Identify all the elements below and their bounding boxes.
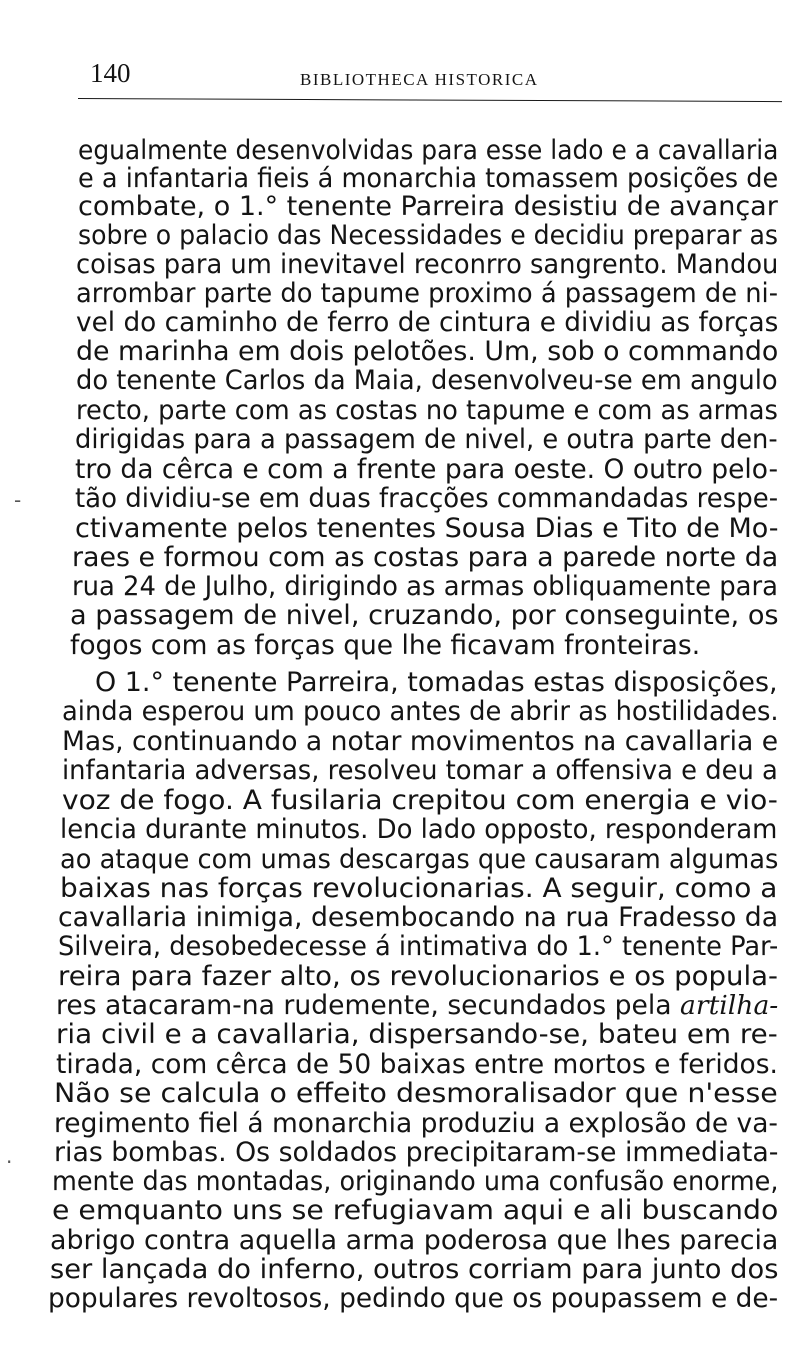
text-line: ria civil e a cavallaria, dispersando-se, bateu em re- [56,1019,778,1050]
text-line: rua 24 de Julho, dirigindo as armas obliquamente para [72,571,778,602]
text-line: coisas para um inevitavel reconrro sangrento. Mandou [76,249,779,280]
text-line: Mas, continuando a notar movimentos na cavallaria e [62,726,779,757]
margin-mark: · [6,1150,13,1174]
text-line: rias bombas. Os soldados precipitaram-se immediata- [54,1137,779,1168]
text-line: ser lançada do inferno, outros corriam para junto dos [50,1254,779,1285]
text-line: baixas nas forças revolucionarias. A seguir, como a [60,873,778,904]
margin-mark: - [14,488,22,512]
page-number: 140 [90,58,131,88]
text-line: e emquanto uns se refugiavam aqui e ali buscando [52,1195,779,1226]
text-line: cavallaria inimiga, desembocando na rua Fradesso da [58,902,779,933]
text-line: do tenente Carlos da Maia, desenvolveu-se em angulo [76,365,778,396]
running-title: BIBLIOTHECA HISTORICA [300,70,539,89]
text-line: combate, o 1.° tenente Parreira desistiu de avançar [78,191,778,222]
text-line: dirigidas para a passagem de nivel, e outra parte den- [75,424,778,455]
text-line: voz de fogo. A fusilaria crepitou com energia e vio- [62,785,778,816]
text-line: infantaria adversas, resolveu tomar a offensiva e deu a [62,755,778,786]
text-line: regimento fiel á monarchia produziu a explosão de va- [54,1108,778,1139]
text-line: reira para fazer alto, os revolucionarios e os popula- [58,961,778,992]
text-line: ctivamente pelos tenentes Sousa Dias e Tito de Mo- [75,513,779,544]
text-line: res atacaram-na rudemente, secundados pela artilha- [56,990,779,1021]
text-line: de marinha em dois pelotões. Um, sob o commando [76,336,779,367]
header-rule [78,98,782,102]
text-line: recto, parte com as costas no tapume e com as armas [76,395,778,426]
text-line: tirada, com cêrca de 50 baixas entre mortos e feridos. [56,1049,778,1080]
text-line: egualmente desenvolvidas para esse lado e a cavallaria [78,135,779,166]
text-line: ainda esperou um pouco antes de abrir as hostilidades. [62,696,779,727]
text-line: abrigo contra aquella arma poderosa que lhes parecia [50,1225,779,1256]
text-line: vel do caminho de ferro de cintura e dividiu as forças [76,307,779,338]
text-line: e a infantaria fieis á monarchia tomassem posições de [78,163,779,194]
text-line: mente das montadas, originando uma confusão enorme, [52,1166,779,1197]
text-line: fogos com as forças que lhe ficavam fronteiras. [70,630,701,661]
text-line: raes e formou com as costas para a parede norte da [72,542,779,573]
text-line: tro da cêrca e com a frente para oeste. O outro pelo- [75,454,779,485]
text-line: a passagem de nivel, cruzando, por conseguinte, os [70,600,779,631]
text-line: Silveira, desobedecesse á intimativa do 1.° tenente Par- [58,931,779,962]
page-header [0,0,800,110]
text-line: sobre o palacio das Necessidades e decidiu preparar as [78,220,779,251]
text-line: ao ataque com umas descargas que causaram algumas [60,844,779,875]
text-line: lencia durante minutos. Do lado opposto, responderam [60,814,778,845]
italic-term: artilha- [680,990,779,1021]
text-line: populares revoltosos, pedindo que os poupassem e de- [48,1283,779,1314]
text-line: O 1.° tenente Parreira, tomadas estas disposições, [95,667,778,698]
text-line: Não se calcula o effeito desmoralisador que n'esse [54,1078,778,1109]
text-line: tão dividiu-se em duas fracções commandadas respe- [75,483,779,514]
text-line: arrombar parte do tapume proximo á passagem de ni- [76,278,778,309]
